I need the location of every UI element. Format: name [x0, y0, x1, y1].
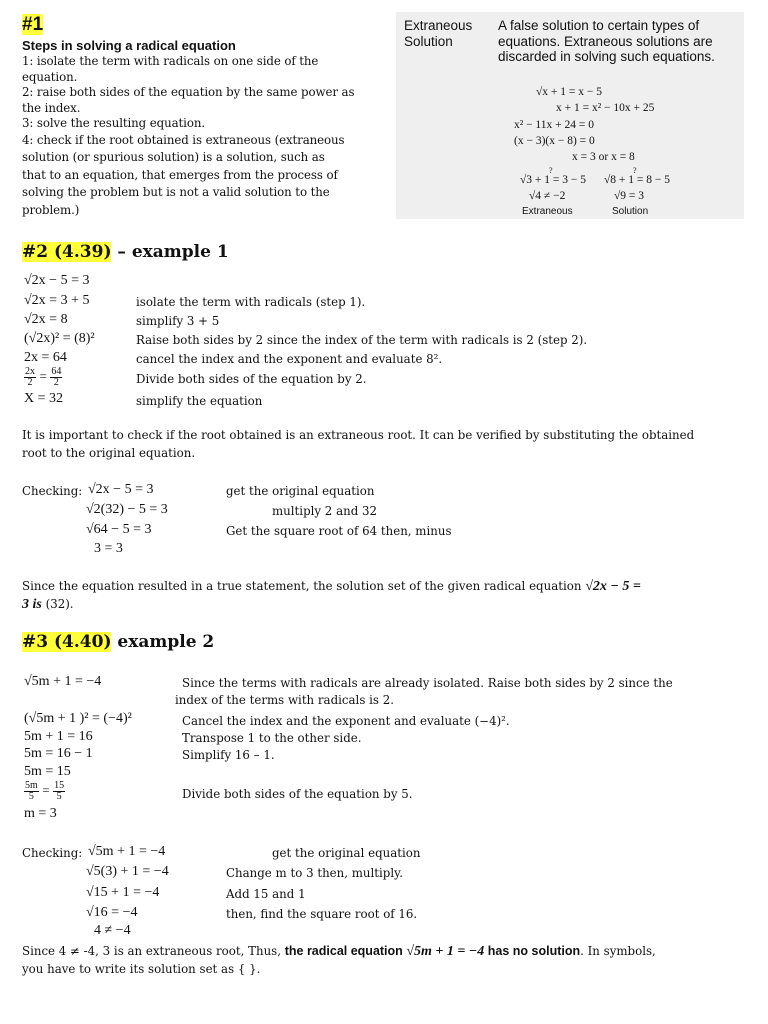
ex2-check-expl-1: get the original equation	[272, 846, 421, 860]
ex2-check-4: √16 = −4	[86, 905, 138, 920]
ex2-expl-3: Transpose 1 to the other side.	[182, 731, 362, 745]
term-line-2: Solution	[404, 34, 453, 49]
fraction-right: $\frac{15}{5}$	[54, 780, 65, 802]
step-line: 4: check if the root obtained is extraneous (extraneous	[22, 132, 345, 147]
step-line: solution (or spurious solution) is a solution, such as	[22, 150, 325, 164]
ex1-conclusion: Since the equation resulted in a true statement, the solution set of the given radical equation √2x − 5 = 3 is (32).	[22, 579, 641, 612]
ex1-expl-5: cancel the index and the exponent and evaluate 8².	[136, 352, 443, 366]
definition-text: A false solution to certain types of equations. Extraneous solutions are discarded in solving such equations.	[498, 18, 715, 64]
ex2-step-4: 5m = 16 − 1	[24, 746, 93, 761]
ex2-expl-2: Cancel the index and the exponent and evaluate (−4)².	[182, 714, 510, 728]
caption-solution: Solution	[612, 206, 649, 217]
question-mark-left: ?	[549, 166, 553, 175]
ex1-check-expl-3: Get the square root of 64 then, minus	[226, 524, 452, 538]
fraction-left: $\frac{2x}{2}$	[25, 366, 35, 388]
step-line: equation.	[22, 69, 78, 84]
ex1-expl-3: simplify 3 + 5	[136, 314, 220, 328]
steps-subheading: Steps in solving a radical equation	[22, 38, 236, 53]
ex1-check-expl-1: get the original equation	[226, 484, 375, 498]
ex2-check-1: √5m + 1 = −4	[88, 844, 166, 859]
fraction-left: $\frac{5m}{5}$	[25, 780, 38, 802]
ex2-check-expl-3: Add 15 and 1	[226, 887, 306, 901]
ex1-step-3: √2x = 8	[24, 312, 68, 327]
question-mark-right: ?	[633, 166, 637, 175]
box-eq-5: x = 3 or x = 8	[572, 151, 635, 163]
check-left: √3 + 1 = 3 − 5	[520, 174, 587, 186]
box-eq-4: (x − 3)(x − 8) = 0	[514, 135, 595, 147]
steps-list	[22, 54, 382, 218]
ex2-expl-1b: index of the terms with radicals is 2.	[175, 693, 394, 707]
ex2-check-5: 4 ≠ −4	[94, 923, 131, 938]
result-left: √4 ≠ −2	[529, 190, 566, 202]
ex2-step-3: 5m + 1 = 16	[24, 729, 93, 744]
step-line: problem.)	[22, 202, 80, 217]
box-eq-2: x + 1 = x² − 10x + 25	[556, 102, 655, 114]
step-line: the index.	[22, 100, 81, 115]
ex2-expl-1: Since the terms with radicals are already isolated. Raise both sides by 2 since the	[182, 676, 673, 690]
ex2-fraction-step: $\frac{5m}{5}$ = $\frac{15}{5}$	[25, 780, 65, 802]
ex1-check-4: 3 = 3	[94, 541, 123, 556]
step-line: 3: solve the resulting equation.	[22, 116, 206, 130]
check-right: √8 + 1 = 8 − 5	[604, 174, 671, 186]
ex1-step-1: √2x − 5 = 3	[24, 273, 90, 288]
caption-extraneous: Extraneous	[522, 206, 573, 217]
box-eq-1: √x + 1 = x − 5	[536, 86, 603, 98]
term-line-1: Extraneous	[404, 18, 473, 33]
fraction-right: $\frac{64}{2}$	[51, 366, 62, 388]
ex2-check-3: √15 + 1 = −4	[86, 885, 160, 900]
ex2-check-2: √5(3) + 1 = −4	[86, 864, 169, 879]
step-line: that to an equation, that emerges from the process of	[22, 167, 338, 182]
ex2-checking-label: Checking:	[22, 846, 83, 860]
section-1-heading: #1	[22, 14, 44, 35]
ex2-check-expl-2: Change m to 3 then, multiply.	[226, 866, 403, 880]
ex1-step-4: (√2x)² = (8)²	[24, 331, 95, 346]
ex2-step-2: (√5m + 1 )² = (−4)²	[24, 711, 132, 726]
ex1-check-3: √64 − 5 = 3	[86, 522, 152, 537]
ex1-expl-6: Divide both sides of the equation by 2.	[136, 372, 367, 386]
ex1-check-expl-2: multiply 2 and 32	[272, 504, 378, 518]
ex1-expl-7: simplify the equation	[136, 394, 263, 408]
ex2-step-7: m = 3	[24, 806, 57, 821]
ex1-expl-4: Raise both sides by 2 since the index of the term with radicals is 2 (step 2).	[136, 333, 588, 347]
step-line: solving the problem but is not a valid solution to the	[22, 185, 330, 199]
ex1-check-2: √2(32) − 5 = 3	[86, 502, 168, 517]
ex1-paragraph: It is important to check if the root obtained is an extraneous root. It can be verified by substituting the obtained root to the original equation.	[22, 428, 695, 460]
step-line: 2: raise both sides of the equation by the same power as	[22, 85, 355, 99]
ex1-step-5: 2x = 64	[24, 350, 67, 365]
ex2-step-1: √5m + 1 = −4	[24, 674, 102, 689]
ex2-check-expl-4: then, find the square root of 16.	[226, 907, 418, 921]
extraneous-solution-box	[396, 12, 744, 219]
ex1-step-2: √2x = 3 + 5	[24, 293, 90, 308]
ex1-fraction-step: $\frac{2x}{2}$ = $\frac{64}{2}$	[25, 366, 62, 388]
ex2-expl-6: Divide both sides of the equation by 5.	[182, 787, 413, 801]
step-line: 1: isolate the term with radicals on one side of the	[22, 54, 319, 68]
ex1-check-1: √2x − 5 = 3	[88, 482, 154, 497]
section-2-heading: #2 (4.39) – example 1	[22, 242, 229, 262]
box-eq-3: x² − 11x + 24 = 0	[514, 119, 594, 131]
ex2-expl-4: Simplify 16 – 1.	[182, 748, 275, 762]
ex1-checking-label: Checking:	[22, 484, 83, 498]
ex1-expl-2: isolate the term with radicals (step 1).	[136, 295, 366, 309]
section-3-heading: #3 (4.40) example 2	[22, 632, 215, 652]
result-right: √9 = 3	[614, 190, 645, 202]
ex2-conclusion: Since 4 ≠ -4, 3 is an extraneous root, Thus, the radical equation √5m + 1 = −4 has no solution. In symbols, you have to write its solution set as { }.	[22, 944, 656, 976]
ex1-step-7: X = 32	[24, 391, 64, 406]
ex2-step-5: 5m = 15	[24, 764, 71, 779]
